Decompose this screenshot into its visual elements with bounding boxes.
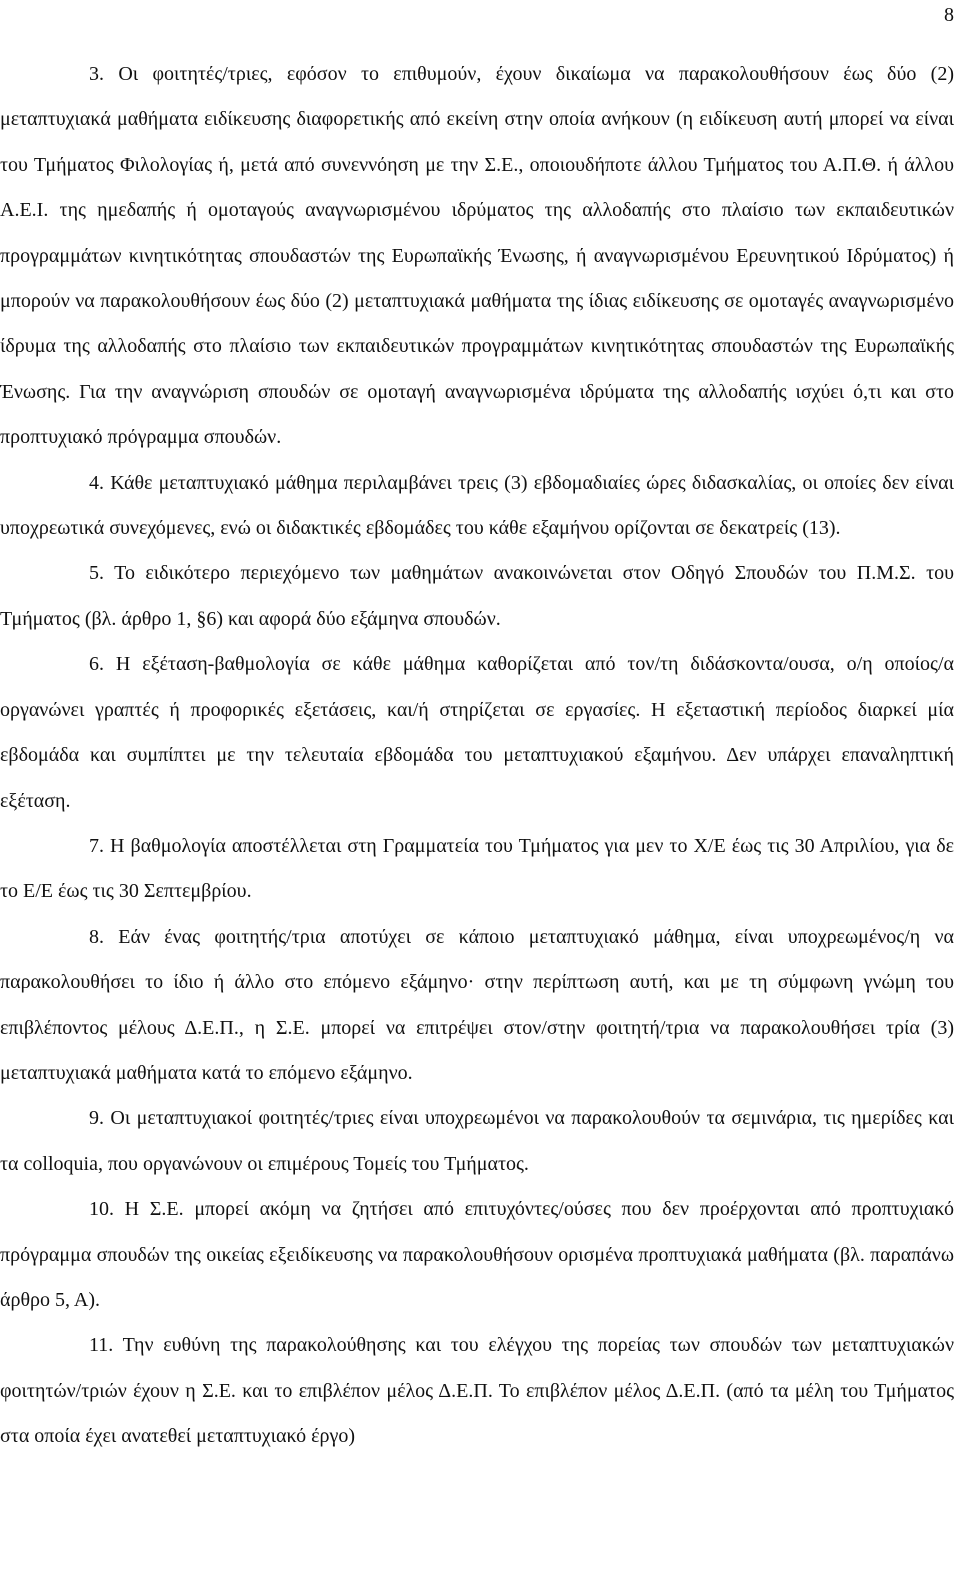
paragraph-text: Οι φοιτητές/τριες, εφόσον το επιθυμούν, έχουν δικαίωμα να παρακολουθήσουν έως δύο (2) μεταπτυχιακά μαθήματα ειδίκευσης διαφορετικής από εκείνη στην οποία ανήκουν (η ειδίκευση αυτή μπορεί να είναι του Τμήματος Φιλολογίας ή, μετά από συνεννόηση με την Σ.Ε., οποιουδήποτε άλλου Τμήματος του Α.Π.Θ. ή άλλου Α.Ε.Ι. της ημεδαπής ή ομοταγούς αναγνωρισμένου ιδρύματος της αλλοδαπής στο πλαίσιο των εκπαιδευτικών προγραμμάτων κινητικότητας σπουδαστών της Ευρωπαϊκής Ένωσης, ή αναγνωρισμένου Ερευνητικού Ιδρύματος) ή μπορούν να παρακολουθήσουν έως δύο (2) μεταπτυχιακά μαθήματα της ίδιας ειδίκευσης σε ομοταγές αναγνωρισμένο ίδρυμα της αλλοδαπής στο πλαίσιο των εκπαιδευτικών προγραμμάτων κινητικότητας σπουδαστών της Ευρωπαϊκής Ένωσης. Για την αναγνώριση σπουδών σε ομοταγή αναγνωρισμένα ιδρύματα της αλλοδαπής ισχύει ό,τι και στο προπτυχιακό πρόγραμμα σπουδών. [0,63,954,449]
paragraph-text: Κάθε μεταπτυχιακό μάθημα περιλαμβάνει τρεις (3) εβδομαδιαίες ώρες διδασκαλίας, οι οποίες δεν είναι υποχρεωτικά συνεχόμενες, ενώ οι διδακτικές εβδομάδες του κάθε εξαμήνου ορίζονται σε δεκατρείς (13). [0,471,954,540]
paragraph-4 [0,461,954,552]
paragraph-10 [0,1187,954,1323]
paragraph-text: Η εξέταση-βαθμολογία σε κάθε μάθημα καθορίζεται από τον/τη διδάσκοντα/ουσα, ο/η οποίος/α οργανώνει γραπτές ή προφορικές εξετάσεις, και/ή στηρίζεται σε εργασίες. Η εξεταστική περίοδος διαρκεί μία εβδομάδα και συμπίπτει με την τελευταία εβδομάδα του μεταπτυχιακού εξαμήνου. Δεν υπάρχει επαναληπτική εξέταση. [0,653,954,812]
paragraph-number: 11. [89,1334,114,1357]
paragraph-7 [0,824,954,915]
paragraph-text: Το ειδικότερο περιεχόμενο των μαθημάτων ανακοινώνεται στον Οδηγό Σπουδών του Π.Μ.Σ. του Τμήματος (βλ. άρθρο 1, §6) και αφορά δύο εξάμηνα σπουδών. [0,562,955,630]
paragraph-text: Την ευθύνη της παρακολούθησης και του ελέγχου της πορείας των σπουδών των μεταπτυχιακών φοιτητών/τριών έχουν η Σ.Ε. και το επιβλέπον μέλος Δ.Ε.Π. Το επιβλέπον μέλος Δ.Ε.Π. (από τα μέλη του Τμήματος στα οποία έχει ανατεθεί μεταπτυχιακό έργο) [0,1334,954,1448]
document-body [0,52,954,1460]
paragraph-text: Η βαθμολογία αποστέλλεται στη Γραμματεία του Τμήματος για μεν το Χ/Ε έως τις 30 Απριλίου, για δε το Ε/Ε έως τις 30 Σεπτεμβρίου. [0,834,955,903]
paragraph-5 [0,551,954,642]
paragraph-text: Η Σ.Ε. μπορεί ακόμη να ζητήσει από επιτυχόντες/ούσες που δεν προέρχονται από προπτυχιακό πρόγραμμα σπουδών της οικείας εξειδίκευσης να παρακολουθήσουν ορισμένα προπτυχιακά μαθήματα (βλ. παραπάνω άρθρο 5, Α). [0,1198,954,1311]
paragraph-text: Οι μεταπτυχιακοί φοιτητές/τριες είναι υποχρεωμένοι να παρακολουθούν τα σεμινάρια, τις ημερίδες και τα colloquia, που οργανώνουν οι επιμέρους Τομείς του Τμήματος. [0,1107,955,1175]
paragraph-text: Εάν ένας φοιτητής/τρια αποτύχει σε κάποιο μεταπτυχιακό μάθημα, είναι υποχρεωμένος/η να παρακολουθήσει το ίδιο ή άλλο στο επόμενο εξάμηνο· στην περίπτωση αυτή, και με τη σύμφωνη γνώμη του επιβλέποντος μέλους Δ.Ε.Π., η Σ.Ε. μπορεί να επιτρέψει στον/στην φοιτητή/τρια να παρακολουθήσει τρία (3) μεταπτυχιακά μαθήματα κατά το επόμενο εξάμηνο. [0,925,954,1084]
paragraph-9 [0,1096,954,1187]
paragraph-6 [0,642,954,824]
paragraph-number: 9. [89,1107,104,1130]
paragraph-11 [0,1323,954,1459]
paragraph-number: 10. [89,1198,114,1221]
page-number: 8 [944,4,954,26]
paragraph-number: 3. [89,63,104,85]
paragraph-number: 6. [89,653,104,676]
paragraph-8 [0,915,954,1097]
paragraph-number: 4. [89,471,104,494]
paragraph-number: 8. [89,925,104,948]
paragraph-number: 7. [89,834,104,857]
paragraph-3 [0,52,954,461]
paragraph-number: 5. [89,562,104,585]
